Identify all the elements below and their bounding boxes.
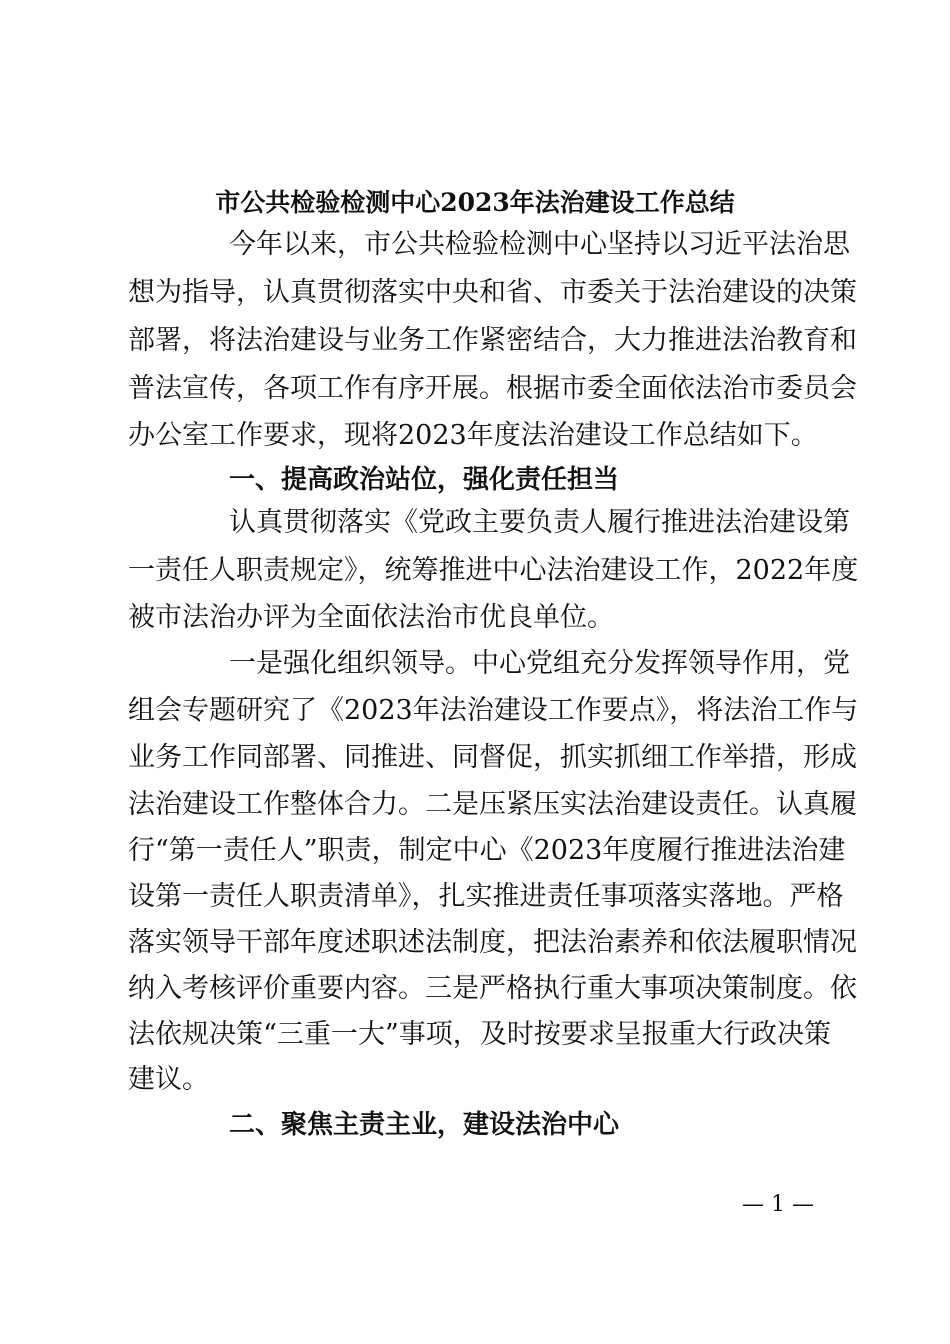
section-heading-2: 二、聚焦主责主业，建设法治中心 xyxy=(229,1110,620,1140)
paragraph-line: 设第一责任人职责清单》，扎实推进责任事项落实落地。严格 xyxy=(128,881,844,912)
paragraph-line: 部署，将法治建设与业务工作紧密结合，大力推进法治教育和 xyxy=(128,325,857,356)
paragraph-line: 法治建设工作整体合力。二是压紧压实法治建设责任。认真履 xyxy=(128,789,857,820)
paragraph-line: 组会专题研究了《2023年法治建设工作要点》，将法治工作与 xyxy=(128,695,859,726)
paragraph-line: 办公室工作要求，现将2023年度法治建设工作总结如下。 xyxy=(128,420,818,451)
section-heading-1: 一、提高政治站位，强化责任担当 xyxy=(229,465,620,495)
paragraph-line: 落实领导干部年度述职述法制度，把法治素养和依法履职情况 xyxy=(128,927,857,958)
paragraph-line: 一是强化组织领导。中心党组充分发挥领导作用，党 xyxy=(229,648,850,679)
paragraph-line: 建议。 xyxy=(128,1064,209,1095)
paragraph-line: 普法宣传，各项工作有序开展。根据市委全面依法治市委员会 xyxy=(128,373,857,404)
paragraph-line: 今年以来，市公共检验检测中心坚持以习近平法治思 xyxy=(229,229,850,260)
paragraph-line: 想为指导，认真贯彻落实中央和省、市委关于法治建设的决策 xyxy=(128,277,857,308)
document-title: 市公共检验检测中心2023年法治建设工作总结 xyxy=(215,188,735,217)
paragraph-line: 业务工作同部署、同推进、同督促，抓实抓细工作举措，形成 xyxy=(128,742,857,773)
paragraph-line: 被市法治办评为全面依法治市优良单位。 xyxy=(128,602,614,633)
paragraph-line: 法依规决策“三重一大”事项，及时按要求呈报重大行政决策 xyxy=(128,1019,831,1050)
paragraph-line: 认真贯彻落实《党政主要负责人履行推进法治建设第 xyxy=(229,507,850,538)
paragraph-line: 一责任人职责规定》，统筹推进中心法治建设工作，2022年度 xyxy=(128,555,859,586)
page-number: — 1 — xyxy=(742,1192,814,1217)
paragraph-line: 纳入考核评价重要内容。三是严格执行重大事项决策制度。依 xyxy=(128,973,857,1004)
paragraph-line: 行“第一责任人”职责，制定中心《2023年度履行推进法治建 xyxy=(128,835,846,866)
